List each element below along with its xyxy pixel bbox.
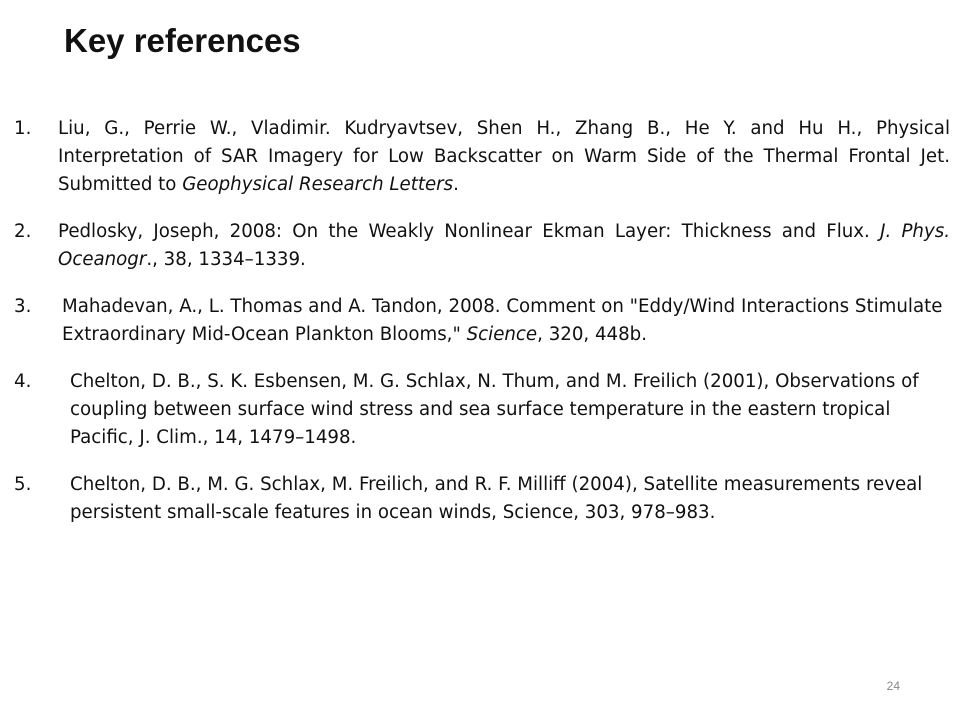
reference-number: 3.	[14, 296, 32, 317]
journal-name: Science	[466, 324, 538, 345]
slide-title: Key references	[64, 22, 301, 59]
reference-text-part: ., 38, 1334–1339.	[146, 249, 306, 270]
reference-item-5	[14, 471, 950, 527]
reference-number: 4.	[14, 371, 32, 392]
reference-text	[58, 115, 950, 199]
reference-text	[70, 368, 950, 452]
reference-item-1	[14, 115, 950, 199]
reference-number: 1.	[14, 118, 32, 139]
reference-text-part: Chelton, D. B., S. K. Esbensen, M. G. Schlax, N. Thum, and M. Freilich (2001), Observations of coupling between surface wind stress and sea surface temperature in the eastern tropical Pacific, J. Clim., 14, 1479–1498.	[70, 371, 919, 448]
reference-text-part: Pedlosky, Joseph, 2008: On the Weakly Nonlinear Ekman Layer: Thickness and Flux.	[58, 221, 881, 242]
reference-text-part: Chelton, D. B., M. G. Schlax, M. Freilich, and R. F. Milliff (2004), Satellite measurements reveal persistent small-scale features in ocean winds, Science, 303, 978–983.	[70, 474, 923, 523]
reference-text	[70, 471, 950, 527]
reference-item-2	[14, 218, 950, 274]
reference-text-part: Liu, G., Perrie W., Vladimir. Kudryavtsev, Shen H., Zhang B., He Y. and Hu H., Physical Interpretation of SAR Imagery for Low Backscatter on Warm Side of the Thermal Frontal Jet. Submitted to	[58, 118, 950, 195]
reference-text	[58, 218, 950, 274]
reference-list	[14, 115, 950, 546]
reference-text-part: , 320, 448b.	[537, 324, 648, 345]
reference-text	[62, 293, 950, 349]
journal-name: Geophysical Research Letters	[182, 174, 454, 195]
reference-text-part: Mahadevan, A., L. Thomas and A. Tandon, 2008. Comment on "Eddy/Wind Interactions Stimulate Extraordinary Mid-Ocean Plankton Blooms,"	[62, 296, 943, 345]
reference-number: 5.	[14, 474, 32, 495]
journal-name: J. Phys. Oceanogr	[58, 221, 950, 270]
reference-item-3	[14, 293, 950, 349]
page-number: 24	[886, 679, 900, 693]
reference-number: 2.	[14, 221, 32, 242]
reference-item-4	[14, 368, 950, 452]
reference-text-part: .	[453, 174, 459, 195]
